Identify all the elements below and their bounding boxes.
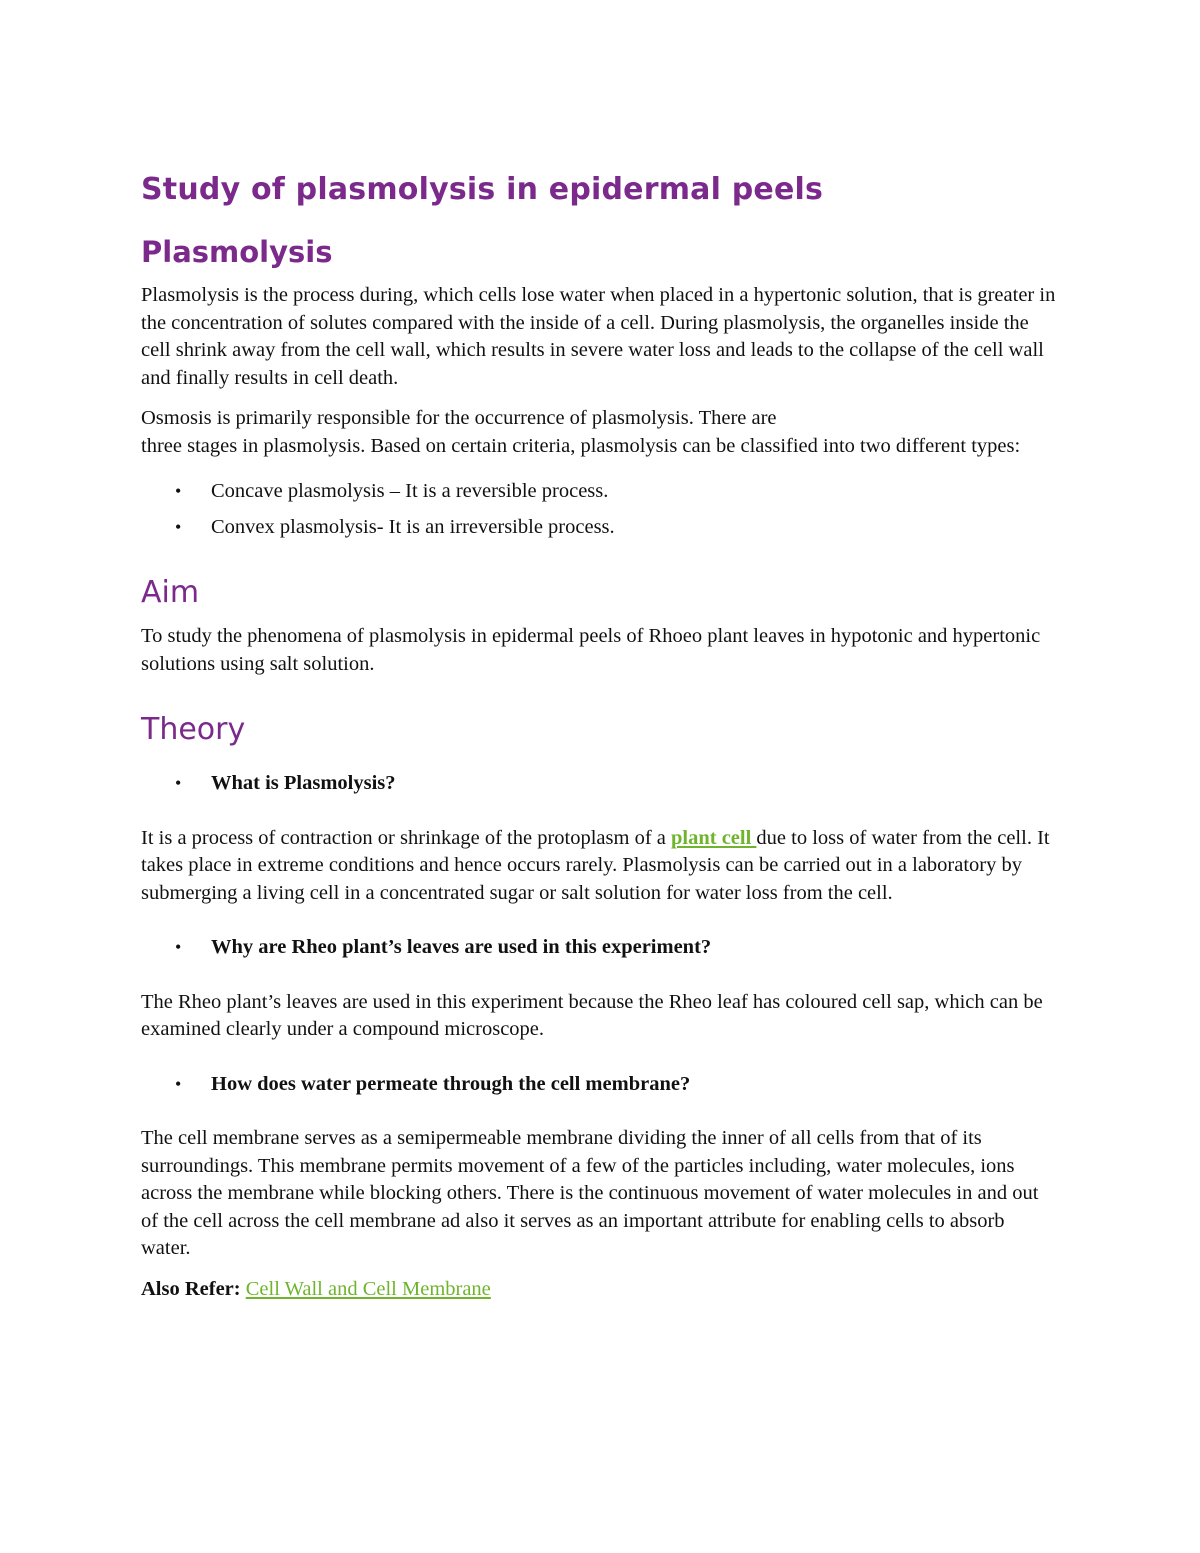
plant-cell-link[interactable]: plant cell xyxy=(671,826,757,849)
plasmolysis-paragraph-1: Plasmolysis is the process during, which cells lose water when placed in a hypertonic solution, that is greater in the concentration of solutes compared with the inside of a cell. During plasmolysis, the organelles inside the cell shrink away from the cell wall, which results in severe water loss and leads to the collapse of the cell wall and finally results in cell death. xyxy=(141,284,1056,389)
heading-plasmolysis: Plasmolysis xyxy=(141,235,333,269)
bullet-icon: • xyxy=(175,516,182,537)
document-page xyxy=(141,168,1059,1303)
type-convex: Convex plasmolysis- It is an irreversible process. xyxy=(211,515,615,538)
aim-paragraph: To study the phenomena of plasmolysis in epidermal peels of Rhoeo plant leaves in hypotonic and hypertonic solutions using salt solution. xyxy=(141,625,1041,675)
answer-1-before: It is a process of contraction or shrinkage of the protoplasm of a xyxy=(141,826,671,849)
theory-question-1 xyxy=(141,770,1059,798)
bullet-icon: • xyxy=(175,937,182,957)
document-title: Study of plasmolysis in epidermal peels xyxy=(141,172,824,207)
answer-why-rheo-leaves: The Rheo plant’s leaves are used in this experiment because the Rheo leaf has coloured cell sap, which can be examined clearly under a compound microscope. xyxy=(141,990,1043,1040)
cell-wall-membrane-link[interactable]: Cell Wall and Cell Membrane xyxy=(245,1277,491,1300)
theory-question-2 xyxy=(141,934,1059,962)
answer-1-after: due to loss of water from the cell. It takes place in extreme conditions and hence occurs rarely. Plasmolysis can be carried out in a laboratory by submerging a living cell in a concentrated sugar or salt solution for water loss from the cell. xyxy=(141,826,1050,904)
plasmolysis-paragraph-2-line1: Osmosis is primarily responsible for the occurrence of plasmolysis. There are xyxy=(141,407,777,429)
answer-water-permeate: The cell membrane serves as a semipermeable membrane dividing the inner of all cells from that of its surroundings. This membrane permits movement of a few of the particles including, water molecules, ions across the membrane while blocking others. There is the continuous movement of water molecules in and out of the cell across the cell membrane ad also it serves as an important attribute for enabling cells to absorb water. xyxy=(141,1127,1039,1259)
plasmolysis-types-list xyxy=(141,478,1059,541)
also-refer xyxy=(141,1276,1059,1304)
list-item xyxy=(141,770,1059,798)
question-why-rheo-leaves: Why are Rheo plant’s leaves are used in this experiment? xyxy=(211,936,712,958)
list-item xyxy=(141,934,1059,962)
question-water-permeate: How does water permeate through the cell membrane? xyxy=(211,1072,691,1095)
list-item xyxy=(141,514,1059,542)
bullet-icon: • xyxy=(175,481,182,501)
heading-aim: Aim xyxy=(141,575,200,610)
list-item xyxy=(141,1071,1059,1099)
list-item xyxy=(141,478,1059,506)
plasmolysis-paragraph-2 xyxy=(141,405,1059,460)
theory-question-3 xyxy=(141,1071,1059,1099)
type-concave: Concave plasmolysis – It is a reversible process. xyxy=(211,480,609,502)
bullet-icon: • xyxy=(175,1073,182,1094)
bullet-icon: • xyxy=(175,773,182,793)
answer-what-is-plasmolysis xyxy=(141,825,1059,908)
heading-theory: Theory xyxy=(141,712,246,747)
plasmolysis-paragraph-2-rest: three stages in plasmolysis. Based on certain criteria, plasmolysis can be classified into two different types: xyxy=(141,434,1021,457)
question-what-is-plasmolysis: What is Plasmolysis? xyxy=(211,772,396,794)
also-refer-label: Also Refer: xyxy=(141,1277,246,1300)
